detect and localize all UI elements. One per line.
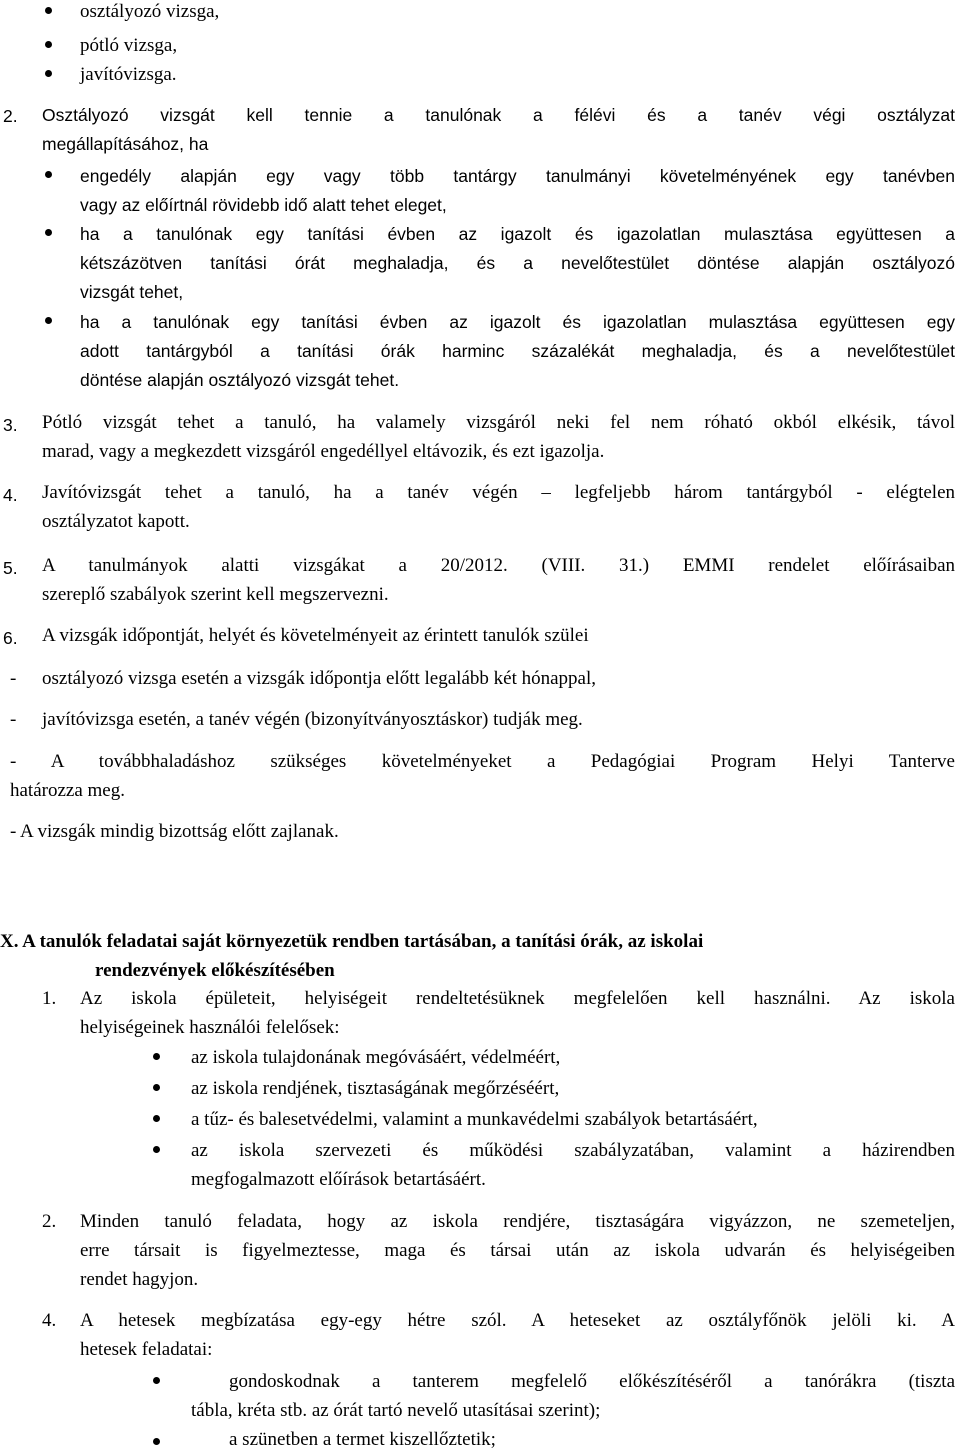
list-item: az iskola szervezeti és működési szabályzatában, valamint a házirendben [191, 1140, 955, 1161]
list-item: adott tantárgyból a tanítási órák harminc százalékát meghaladja, és a nevelőtestület [80, 341, 955, 361]
paragraph-line: Pótló vizsgát tehet a tanuló, ha valamely vizsgáról neki fel nem róható okból elkésik, távol [42, 412, 955, 433]
bullet-dot [45, 7, 52, 14]
bullet-dot [153, 1146, 160, 1153]
paragraph-line: Javítóvizsgát tehet a tanuló, ha a tanév végén – legfeljebb három tantárgyból - elégtelen [42, 482, 955, 503]
paragraph-line: Osztályozó vizsgát kell tennie a tanulónak a félévi és a tanév végi osztályzat [42, 105, 955, 125]
paragraph-line: határozza meg. [10, 780, 125, 801]
bullet-dot [45, 41, 52, 48]
bullet-dot [153, 1438, 160, 1445]
paragraph-line: A tanulmányok alatti vizsgákat a 20/2012. (VIII. 31.) EMMI rendelet előírásaiban [42, 555, 955, 576]
item-number: 2. [42, 1211, 57, 1232]
section-heading: rendezvények előkészítésében [95, 960, 335, 981]
paragraph-line: A hetesek megbízatása egy-egy hétre szól. A heteseket az osztályfőnök jelöli ki. A [80, 1310, 955, 1331]
bullet-dot [45, 171, 52, 178]
bullet-dot [45, 229, 52, 236]
list-item: javítóvizsga esetén, a tanév végén (bizonyítványosztáskor) tudják meg. [42, 709, 583, 730]
list-item: döntése alapján osztályozó vizsgát tehet. [80, 370, 400, 390]
list-item: pótló vizsga, [80, 35, 178, 56]
item-number: 3. [3, 415, 18, 435]
item-number: 5. [3, 558, 18, 578]
paragraph-line: osztályzatot kapott. [42, 511, 190, 532]
paragraph-line: marad, vagy a megkezdett vizsgáról engedéllyel eltávozik, és ezt igazolja. [42, 441, 605, 462]
list-item: engedély alapján egy vagy több tantárgy tanulmányi követelményének egy tanévben [80, 166, 955, 186]
list-item: kétszázötven tanítási órát meghaladja, és a nevelőtestület döntése alapján osztályozó [80, 253, 955, 273]
paragraph-line: - A továbbhaladáshoz szükséges követelményeket a Pedagógiai Program Helyi Tanterve [10, 751, 955, 772]
list-item: osztályozó vizsga, [80, 1, 220, 22]
paragraph-line: - A vizsgák mindig bizottság előtt zajlanak. [10, 821, 339, 842]
bullet-dot [153, 1115, 160, 1122]
item-number: 4. [3, 485, 18, 505]
list-item: vizsgát tehet, [80, 282, 184, 302]
bullet-dot [153, 1377, 160, 1384]
list-item: ha a tanulónak egy tanítási évben az igazolt és igazolatlan mulasztása együttesen egy [80, 312, 955, 332]
section-heading: X. A tanulók feladatai saját környezetük rendben tartásában, a tanítási órák, az iskolai [0, 931, 704, 952]
paragraph-line: megállapításához, ha [42, 134, 209, 154]
paragraph-line: Az iskola épületeit, helyiségeit rendeltetésüknek megfelelően kell használni. Az iskola [80, 988, 955, 1009]
bullet-dot [45, 317, 52, 324]
list-item: gondoskodnak a tanterem megfelelő előkészítéséről a tanórákra (tiszta [229, 1371, 955, 1392]
dash-marker: - [10, 709, 17, 730]
paragraph-line: szereplő szabályok szerint kell megszervezni. [42, 584, 389, 605]
list-item: ha a tanulónak egy tanítási évben az igazolt és igazolatlan mulasztása együttesen a [80, 224, 955, 244]
item-number: 1. [42, 988, 57, 1009]
paragraph-line: helyiségeinek használói felelősek: [80, 1017, 340, 1038]
list-item: az iskola tulajdonának megóvásáért, védelméért, [191, 1047, 561, 1068]
list-item: a tűz- és balesetvédelmi, valamint a munkavédelmi szabályok betartásáért, [191, 1109, 758, 1130]
list-item: vagy az előírtnál rövidebb idő alatt tehet eleget, [80, 195, 447, 215]
item-number: 2. [3, 106, 18, 126]
list-item: javítóvizsga. [80, 64, 177, 85]
paragraph-line: hetesek feladatai: [80, 1339, 213, 1360]
list-item: megfogalmazott előírások betartásáért. [191, 1169, 486, 1190]
list-item: osztályozó vizsga esetén a vizsgák időpontja előtt legalább két hónappal, [42, 668, 596, 689]
item-number: 4. [42, 1310, 57, 1331]
paragraph-line: rendet hagyjon. [80, 1269, 199, 1290]
bullet-dot [45, 70, 52, 77]
bullet-dot [153, 1053, 160, 1060]
dash-marker: - [10, 668, 17, 689]
paragraph-line: A vizsgák időpontját, helyét és követelményeit az érintett tanulók szülei [42, 625, 589, 646]
list-item: a szünetben a termet kiszellőztetik; [229, 1429, 496, 1450]
list-item: az iskola rendjének, tisztaságának megőrzéséért, [191, 1078, 560, 1099]
item-number: 6. [3, 628, 18, 648]
bullet-dot [153, 1084, 160, 1091]
paragraph-line: Minden tanuló feladata, hogy az iskola rendjére, tisztaságára vigyázzon, ne szemeteljen, [80, 1211, 955, 1232]
paragraph-line: erre társait is figyelmeztesse, maga és társai után az iskola udvarán és helyiségeiben [80, 1240, 955, 1261]
list-item: tábla, kréta stb. az órát tartó nevelő utasításai szerint); [191, 1400, 601, 1421]
